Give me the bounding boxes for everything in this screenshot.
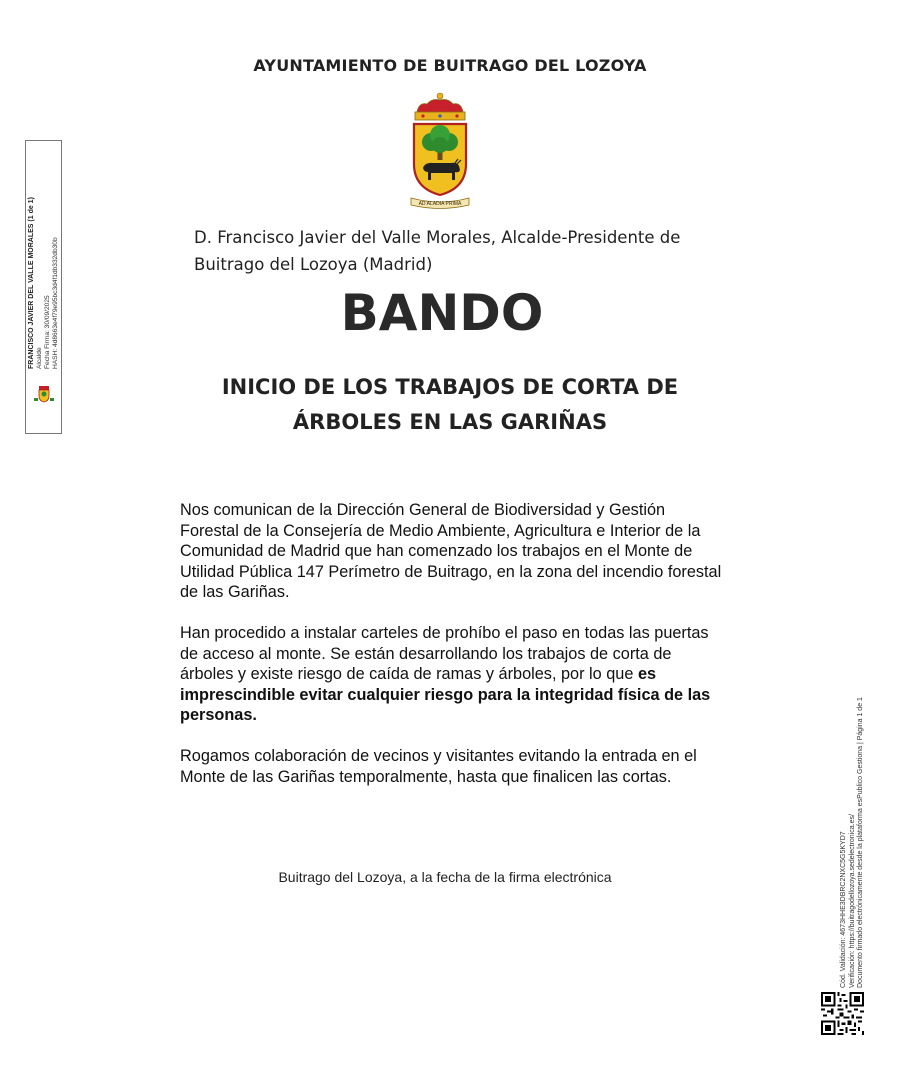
paragraph-2-text: Han procedido a instalar carteles de prohíbo el paso en todas las puertas de acceso al monte. Se están desarrollando los trabajos de corta de árboles y existe riesgo de caída de ramas y árboles, por lo que	[180, 624, 709, 683]
subtitle-line-2: ÁRBOLES EN LAS GARIÑAS	[292, 410, 608, 434]
mayor-line-1: D. Francisco Javier del Valle Morales, Alcalde-Presidente de	[194, 228, 681, 247]
closing-line: Buitrago del Lozoya, a la fecha de la firma electrónica	[278, 869, 612, 885]
subtitle-line-1: INICIO DE LOS TRABAJOS DE CORTA DE	[221, 375, 679, 399]
paragraph-2	[180, 623, 725, 726]
validation-code: Cód. Validación: 4673HHE3DBRC2NXC5G5KYD7	[840, 831, 847, 988]
validation-url: Verificación: https://buitragodellozoya.sedelectronica.es/	[848, 814, 856, 988]
organization-heading: AYUNTAMIENTO DE BUITRAGO DEL LOZOYA	[253, 56, 647, 75]
signature-stamp	[25, 140, 62, 434]
document-subtitle	[0, 370, 900, 440]
mayor-statement	[194, 224, 714, 278]
coat-of-arms-icon	[405, 92, 475, 210]
motto-ribbon	[411, 198, 469, 209]
svg-text:AD ALADIA PRIMA: AD ALADIA PRIMA	[418, 201, 462, 207]
signer-role: Alcalde	[36, 347, 43, 369]
qr-code-icon	[821, 992, 864, 1035]
mayor-line-2: Buitrago del Lozoya (Madrid)	[194, 255, 433, 274]
document-body	[180, 500, 725, 808]
signer-name: FRANCISCO JAVIER DEL VALLE MORALES (1 de 1)	[28, 197, 35, 369]
validation-platform: Documento firmado electrónicamente desde la plataforma esPublico Gestiona | Página 1 de 1	[857, 697, 864, 988]
signature-stamp-text	[28, 149, 61, 369]
paragraph-1: Nos comunican de la Dirección General de Biodiversidad y Gestión Forestal de la Consejería de Medio Ambiente, Agricultura e Interior de la Comunidad de Madrid que han comenzado los trabajos en el Monte de Utilidad Pública 147 Perímetro de Buitrago, en la zona del incendio forestal de las Gariñas.	[180, 501, 722, 601]
small-crest-icon	[32, 385, 56, 403]
paragraph-2-emphasis: es imprescindible evitar cualquier riesgo para la integridad física de las personas.	[180, 665, 711, 724]
crown-icon	[415, 93, 465, 120]
signature-date: Fecha Firma: 30/09/2025	[44, 295, 51, 369]
validation-strip	[840, 668, 866, 988]
document-title: BANDO	[340, 284, 544, 342]
signature-hash: HASH: 4d8663e4f79e95bc3d4f1db332db30b	[52, 237, 59, 369]
paragraph-3: Rogamos colaboración de vecinos y visitantes evitando la entrada en el Monte de las Gariñas temporalmente, hasta que finalicen las cortas.	[180, 747, 697, 786]
